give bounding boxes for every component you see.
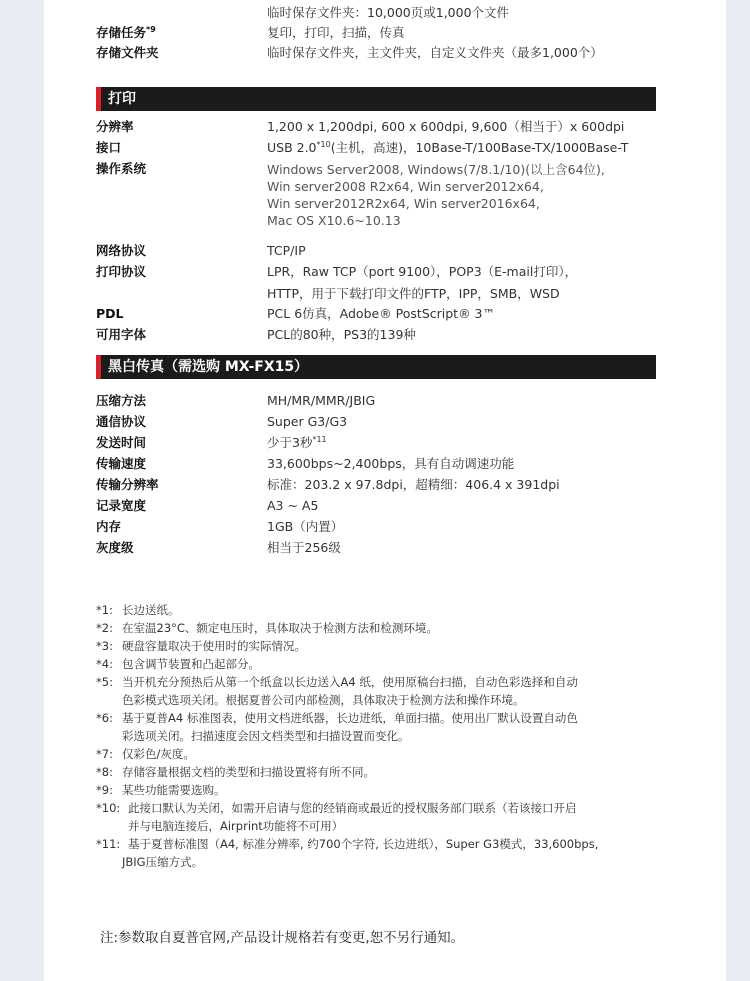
print-os-line: Win server2012R2x64, Win server2016x64,	[267, 196, 540, 211]
footnote: *3: 硬盘容量取决于使用时的实际情况。	[96, 639, 306, 653]
fax-speed-label: 传输速度	[96, 456, 147, 471]
print-pdl-value: PCL 6仿真，Adobe® PostScript® 3™	[267, 306, 496, 321]
fax-compression-label: 压缩方法	[96, 393, 147, 408]
footnote-continuation: 色彩模式选项关闭。根据夏普公司内部检测，具体取决于检测方法和操作环境。	[122, 693, 525, 707]
print-network-label: 网络协议	[96, 243, 147, 258]
fax-protocol-value: Super G3/G3	[267, 414, 348, 429]
disclaimer-note: 注:参数取自夏普官网,产品设计规格若有变更,恕不另行通知。	[100, 930, 465, 946]
print-interface-label: 接口	[96, 140, 122, 155]
footnote-continuation: 并与电脑连接后，Airprint功能将不可用）	[128, 819, 344, 833]
print-resolution-label: 分辨率	[96, 119, 134, 134]
footnote: *6: 基于夏普A4 标准图表，使用文档进纸器，长边进纸，单面扫描。使用出厂默认设置自动色	[96, 711, 578, 725]
footnote: *7: 仅彩色/灰度。	[96, 747, 195, 761]
print-os-line: Mac OS X10.6~10.13	[267, 213, 401, 228]
print-fonts-value: PCL的80种，PS3的139种	[267, 327, 416, 342]
footnote: *4: 包含调节装置和凸起部分。	[96, 657, 260, 671]
fax-grayscale-label: 灰度级	[96, 540, 134, 555]
storage-jobs-value: 复印，打印，扫描，传真	[267, 25, 405, 40]
storage-temp-folder-value: 临时保存文件夹：10,000页或1,000个文件	[267, 5, 510, 20]
fax-send-time-label: 发送时间	[96, 435, 147, 450]
print-fonts-label: 可用字体	[96, 327, 147, 342]
fax-section-header: 黑白传真（需选购 MX-FX15）	[96, 355, 656, 379]
print-resolution-value: 1,200 x 1,200dpi, 600 x 600dpi, 9,600（相当于）x 600dpi	[267, 119, 625, 134]
footnote: *10: 此接口默认为关闭，如需开启请与您的经销商或最近的授权服务部门联系（若该接口开启	[96, 801, 577, 815]
footnote: *2: 在室温23°C、额定电压时，具体取决于检测方法和检测环境。	[96, 621, 438, 635]
footnote-continuation: JBIG压缩方式。	[122, 855, 204, 869]
print-interface-value: USB 2.0$^{*10}$(主机，高速)，10Base-T/100Base-TX/1000Base-T	[267, 139, 629, 155]
fax-resolution-label: 传输分辨率	[96, 477, 159, 492]
footnote: *5: 当开机充分预热后从第一个纸盒以长边送入A4 纸，使用原稿台扫描，自动色彩选择和自动	[96, 675, 578, 689]
print-network-value: TCP/IP	[267, 243, 306, 258]
fax-speed-value: 33,600bps~2,400bps，具有自动调速功能	[267, 456, 515, 471]
footnote: *1: 长边送纸。	[96, 603, 180, 617]
fax-protocol-label: 通信协议	[96, 414, 147, 429]
print-pdl-label: PDL	[96, 306, 124, 321]
print-os-line: Win server2008 R2x64, Win server2012x64,	[267, 179, 544, 194]
footnote: *11: 基于夏普标准图（A4, 标准分辨率, 约700个字符, 长边进纸），Super G3模式，33,600bps,	[96, 837, 599, 851]
footnote: *9: 某些功能需要选购。	[96, 783, 226, 797]
fax-compression-value: MH/MR/MMR/JBIG	[267, 393, 376, 408]
fax-grayscale-value: 相当于256级	[267, 540, 341, 555]
fax-memory-value: 1GB（内置）	[267, 519, 344, 534]
footnote: *8: 存储容量根据文档的类型和扫描设置将有所不同。	[96, 765, 375, 779]
fax-send-time-value: 少于3秒$^{*11}$	[267, 434, 327, 450]
storage-folder-value: 临时保存文件夹，主文件夹，自定义文件夹（最多1,000个）	[267, 45, 603, 60]
fax-resolution-value: 标准：203.2 x 97.8dpi，超精细：406.4 x 391dpi	[267, 477, 560, 492]
storage-jobs-label: 存储任务$^{*9}$	[96, 24, 156, 40]
footnote-continuation: 彩选项关闭。扫描速度会因文档类型和扫描设置而变化。	[122, 729, 410, 743]
storage-folder-label: 存储文件夹	[96, 45, 159, 60]
print-protocol-label: 打印协议	[96, 264, 147, 279]
print-protocol-line: LPR，Raw TCP（port 9100），POP3（E-mail打印），	[267, 264, 578, 279]
fax-width-value: A3 ~ A5	[267, 498, 319, 513]
fax-memory-label: 内存	[96, 519, 122, 534]
print-protocol-line: HTTP，用于下载打印文件的FTP，IPP，SMB，WSD	[267, 286, 560, 301]
fax-width-label: 记录宽度	[96, 498, 147, 513]
print-os-line: Windows Server2008, Windows(7/8.1/10)(以上含64位),	[267, 162, 605, 177]
print-os-label: 操作系统	[96, 161, 147, 176]
print-section-header: 打印	[96, 87, 656, 111]
